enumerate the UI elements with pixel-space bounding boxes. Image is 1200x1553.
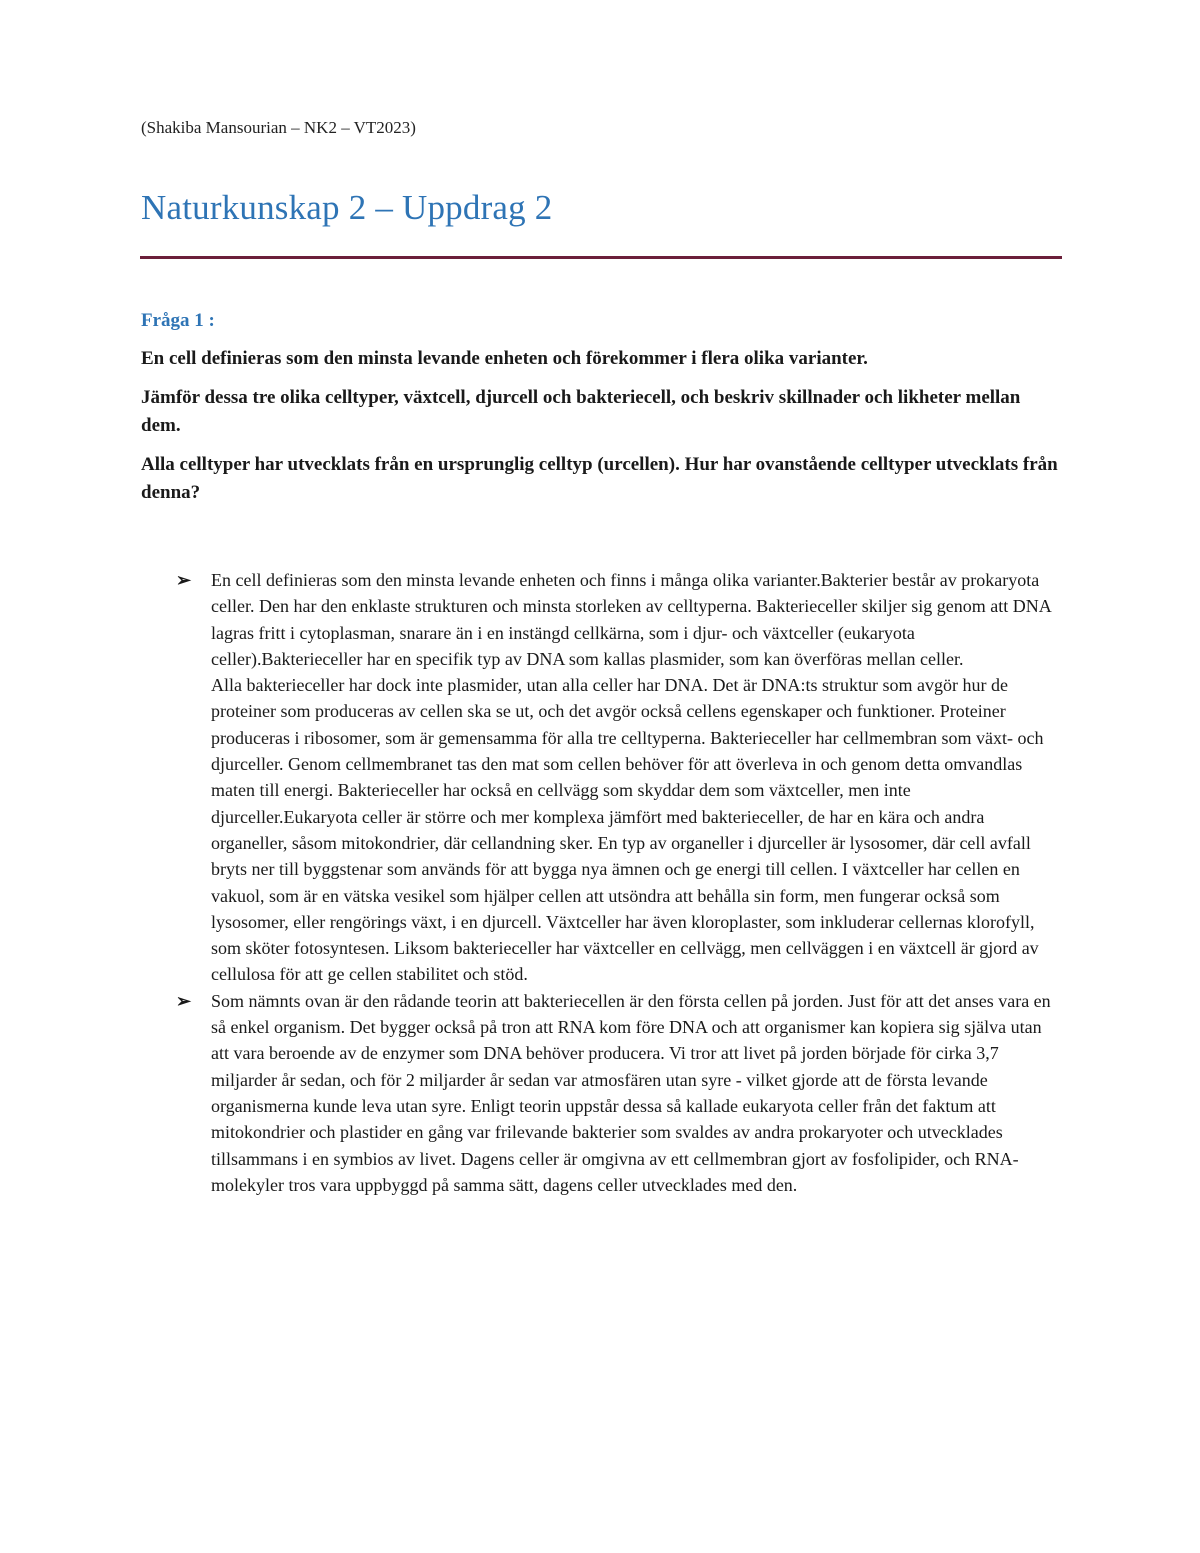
title-divider <box>140 256 1062 259</box>
question-block <box>141 345 1063 518</box>
author-line: (Shakiba Mansourian – NK2 – VT2023) <box>141 118 416 137</box>
answer-paragraph: En cell definieras som den minsta levande enheten och finns i många olika varianter.Bakterier består av prokaryota celler. Den har den enklaste strukturen och minsta storleken av celltyperna. Bakterieceller skiljer sig genom att DNA lagras fritt i cytoplasman, snarare än i en instängd cellkärna, som i djur- och växtceller (eukaryota celler).Bakterieceller har en specifik typ av DNA som kallas plasmider, som kan överföras mellan celler. <box>211 570 1051 669</box>
answer-list <box>176 567 1056 1198</box>
question-paragraph: Alla celltyper har utvecklats från en ursprunglig celltyp (urcellen). Hur har ovanstående celltyper utvecklats från denna? <box>141 454 1058 503</box>
answer-paragraph: Som nämnts ovan är den rådande teorin att bakteriecellen är den första cellen på jorden. Just för att det anses vara en så enkel organism. Det bygger också på tron att RNA kom före DNA och att organismer kan kopiera sig själva utan att vara beroende av de enzymer som DNA behöver producera. Vi tror att livet på jorden började för cirka 3,7 miljarder år sedan, och för 2 miljarder år sedan var atmosfären utan syre - vilket gjorde att de första levande organismerna kunde leva utan syre. Enligt teorin uppstår dessa så kallade eukaryota celler från det faktum att mitokondrier och plastider en gång var frilevande bakterier som svaldes av andra prokaryoter och utvecklades tillsammans i en symbios av livet. Dagens celler är omgivna av ett cellmembran gjort av fosfolipider, och RNA-molekyler tros vara uppbyggd på samma sätt, dagens celler utvecklades med den. <box>211 990 1051 1195</box>
page-title: Naturkunskap 2 – Uppdrag 2 <box>141 188 553 227</box>
answer-item <box>176 567 1056 988</box>
question-heading: Fråga 1 : <box>141 310 215 331</box>
answer-paragraph: Alla bakterieceller har dock inte plasmider, utan alla celler har DNA. Det är DNA:ts struktur som avgör hur de proteiner som produceras av cellen ska se ut, och det avgör också cellens egenskaper och funktioner. Proteiner produceras i ribosomer, som är gemensamma för alla tre celltyperna. Bakterieceller har cellmembran som växt- och djurceller. Genom cellmembranet tas den mat som cellen behöver för att överleva in och genom detta omvandlas maten till energi. Bakterieceller har också en cellvägg som skyddar dem som växtceller, men inte djurceller.Eukaryota celler är större och mer komplexa jämfört med bakterieceller, de har en kära och andra organeller, såsom mitokondrier, där cellandning sker. En typ av organeller i djurceller är lysosomer, där cell avfall bryts ner till byggstenar som används för att bygga nya ämnen och ge energi till cellen. I växtceller har cellen en vakuol, som är en vätska vesikel som hjälper cellen att utsöndra att behålla sin form, men fungerar också som lysosomer, eller rengörings växt, i en djurcell. Växtceller har även kloroplaster, som inkluderar cellernas klorofyll, som sköter fotosyntesen. Liksom bakterieceller har växtceller en cellvägg, men cellväggen i en växtcell är gjord av cellulosa för att ge cellen stabilitet och stöd. <box>211 675 1044 985</box>
arrow-bullet-icon: ➢ <box>176 570 192 590</box>
answer-item <box>176 988 1056 1198</box>
question-paragraph: Jämför dessa tre olika celltyper, växtcell, djurcell och bakteriecell, och beskriv skillnader och likheter mellan dem. <box>141 387 1021 436</box>
arrow-bullet-icon: ➢ <box>176 990 192 1011</box>
question-paragraph: En cell definieras som den minsta levande enheten och förekommer i flera olika varianter. <box>141 348 868 369</box>
